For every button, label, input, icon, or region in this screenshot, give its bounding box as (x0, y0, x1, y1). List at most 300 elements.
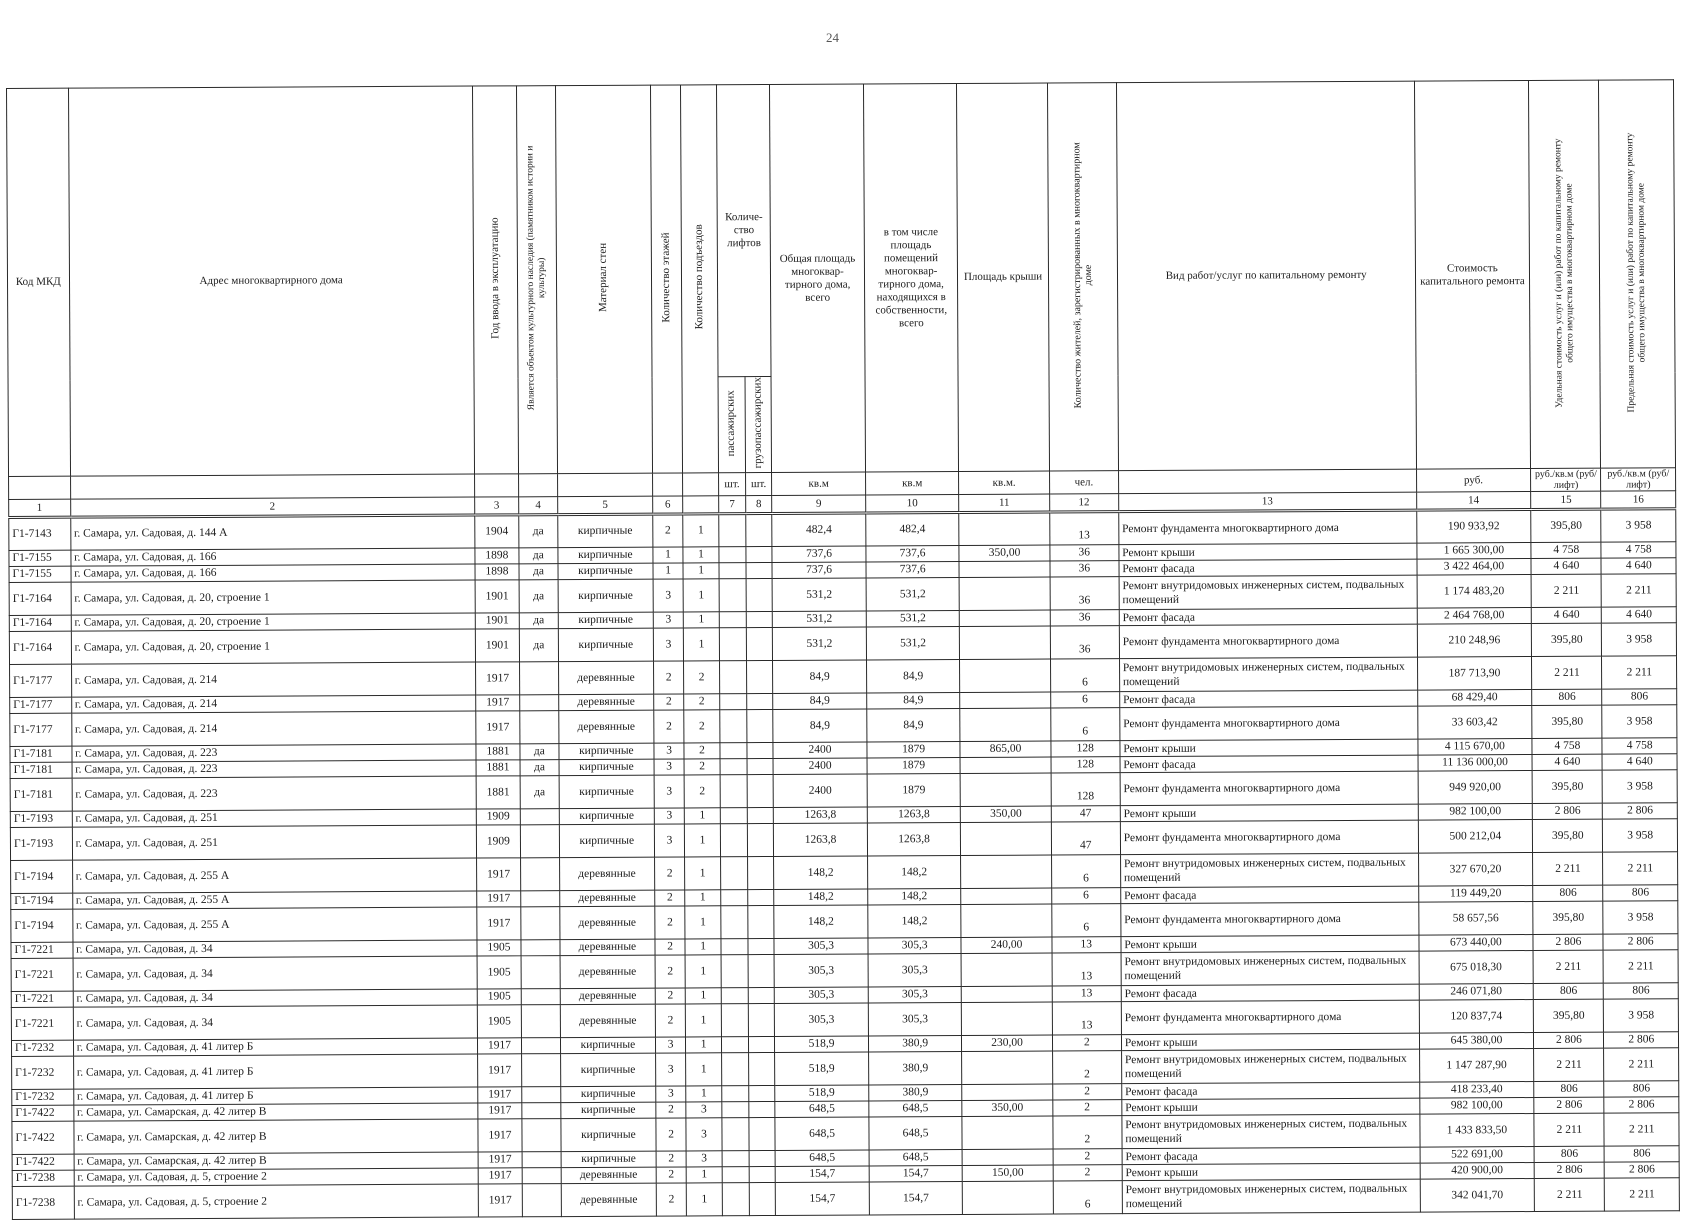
cell-lifts-passenger (719, 628, 746, 661)
cell-floors: 3 (654, 808, 684, 824)
cell-unit-cost: 806 (1533, 885, 1603, 901)
cell-year: 1917 (477, 1054, 522, 1087)
cell-heritage (521, 825, 559, 858)
cell-year: 1901 (475, 580, 520, 613)
cell-work: Ремонт фасада (1119, 559, 1417, 577)
cell-work: Ремонт крыши (1121, 1033, 1419, 1051)
header-heritage: Является объектом культурного наследия (памятником истории и культуры) (517, 86, 557, 475)
cell-address: г. Самара, ул. Садовая, д. 255 А (72, 858, 476, 893)
cell-work: Ремонт фундамента многоквартирного дома (1119, 624, 1417, 659)
cell-lifts-passenger (719, 579, 746, 612)
cell-year: 1917 (476, 891, 521, 907)
cell-owned-area: 482,4 (866, 513, 960, 546)
cell-floors: 1 (653, 547, 683, 563)
cell-roof-area (962, 1051, 1053, 1084)
cell-code: Г1-7177 (10, 713, 72, 746)
cell-lifts-cargo (746, 661, 773, 694)
cell-code: Г1-7194 (11, 893, 73, 909)
cell-wall: кирпичные (558, 612, 654, 629)
cell-unit-cost: 395,80 (1532, 623, 1602, 656)
cell-owned-area: 531,2 (866, 627, 960, 660)
cell-owned-area: 737,6 (866, 546, 960, 562)
cell-address: г. Самара, ул. Садовая, д. 5, строение 2 (74, 1168, 478, 1186)
cell-heritage (522, 1087, 560, 1103)
cell-roof-area: 350,00 (959, 545, 1049, 561)
column-number: 15 (1531, 491, 1601, 509)
cell-code: Г1-7181 (10, 746, 72, 762)
cell-roof-area: 150,00 (963, 1165, 1053, 1181)
cell-floors: 2 (656, 1167, 686, 1183)
column-number: 6 (653, 496, 683, 514)
cell-code: Г1-7181 (10, 778, 72, 811)
cell-owned-area: 154,7 (869, 1166, 963, 1182)
cell-lifts-cargo (748, 1053, 775, 1086)
header-lifts-passenger: пассажирских (718, 377, 745, 473)
cell-floors: 2 (653, 514, 683, 547)
cell-year: 1909 (476, 825, 521, 858)
cell-entrances: 1 (685, 890, 721, 906)
cell-total-area: 2400 (773, 742, 867, 758)
cell-entrances: 1 (685, 906, 721, 939)
cell-lifts-cargo (747, 775, 774, 808)
cell-cost: 11 136 000,00 (1418, 755, 1533, 772)
cell-entrances: 1 (685, 939, 721, 955)
cell-entrances: 3 (686, 1102, 722, 1118)
header-max-cost: Предельная стоимость услуг и (или) работ по капитальному ремонту общего имущества в многоквартирном доме (1599, 80, 1676, 469)
cell-code: Г1-7221 (11, 942, 73, 958)
cell-lifts-cargo (747, 906, 774, 939)
cell-work: Ремонт внутридомовых инженерных систем, подвальных помещений (1122, 1114, 1420, 1149)
cell-owned-area: 531,2 (866, 578, 960, 611)
cell-residents: 2 (1053, 1149, 1122, 1165)
cell-lifts-passenger (720, 743, 747, 759)
column-number (683, 496, 719, 514)
cell-lifts-cargo (746, 694, 773, 710)
cell-owned-area: 148,2 (868, 889, 962, 905)
cell-address: г. Самара, ул. Садовая, д. 20, строение 1 (71, 613, 475, 631)
cell-heritage: да (519, 580, 557, 613)
cell-unit-cost: 2 806 (1534, 1032, 1604, 1048)
cell-wall: деревянные (558, 661, 654, 695)
cell-heritage (522, 1038, 560, 1054)
cell-total-area: 648,5 (775, 1101, 869, 1117)
cell-floors: 2 (654, 661, 684, 694)
cell-heritage: да (519, 548, 557, 564)
cell-lifts-passenger (722, 1053, 749, 1086)
cell-year: 1881 (476, 776, 521, 809)
cell-work: Ремонт внутридомовых инженерных систем, подвальных помещений (1121, 1049, 1419, 1084)
cell-lifts-passenger (722, 1118, 749, 1151)
cell-roof-area (961, 855, 1052, 888)
cell-max-cost: 3 958 (1601, 509, 1676, 542)
cell-total-area: 518,9 (775, 1085, 869, 1101)
cell-entrances: 1 (684, 824, 720, 857)
cell-work: Ремонт внутридомовых инженерных систем, подвальных помещений (1119, 575, 1417, 610)
cell-lifts-passenger (721, 906, 748, 939)
cell-max-cost: 3 958 (1603, 819, 1678, 852)
cell-entrances: 1 (683, 547, 719, 563)
cell-year: 1881 (476, 744, 521, 760)
cell-cost: 4 115 670,00 (1417, 739, 1532, 756)
cell-wall: кирпичные (557, 514, 653, 548)
column-number: 16 (1601, 491, 1676, 509)
cell-cost: 645 380,00 (1419, 1033, 1534, 1050)
cell-wall: деревянные (559, 890, 655, 907)
column-number: 7 (719, 496, 746, 514)
cell-floors: 3 (654, 628, 684, 661)
cell-unit-cost: 395,80 (1532, 705, 1602, 738)
cell-owned-area: 154,7 (869, 1182, 963, 1215)
cell-cost: 33 603,42 (1417, 706, 1532, 740)
cell-year: 1905 (477, 1005, 522, 1038)
cell-unit-cost: 4 758 (1532, 738, 1602, 754)
cell-roof-area (959, 512, 1050, 545)
repair-schedule-table (6, 79, 1680, 1220)
cell-heritage: да (519, 564, 557, 580)
cell-heritage (520, 662, 558, 695)
cell-work: Ремонт фасада (1120, 755, 1418, 773)
column-number: 12 (1049, 494, 1118, 512)
cell-roof-area: 240,00 (961, 937, 1051, 953)
cell-total-area: 305,3 (775, 987, 869, 1003)
cell-heritage (521, 858, 559, 891)
cell-lifts-passenger (721, 1004, 748, 1037)
cell-residents: 36 (1050, 545, 1119, 561)
cell-unit-cost: 2 211 (1535, 1178, 1605, 1211)
cell-cost: 1 665 300,00 (1416, 543, 1531, 560)
cell-wall: кирпичные (557, 547, 653, 564)
cell-code: Г1-7238 (12, 1170, 74, 1186)
cell-wall: кирпичные (561, 1151, 657, 1168)
cell-residents: 13 (1049, 512, 1118, 545)
cell-residents: 128 (1051, 741, 1120, 757)
cell-roof-area: 230,00 (962, 1035, 1052, 1051)
cell-floors: 3 (654, 775, 684, 808)
cell-work: Ремонт фундамента многоквартирного дома (1121, 1000, 1419, 1035)
cell-address: г. Самара, ул. Садовая, д. 144 А (70, 515, 474, 550)
cell-roof-area (963, 1181, 1054, 1214)
cell-cost: 210 248,96 (1417, 624, 1532, 658)
column-number: 11 (959, 494, 1049, 512)
cell-code: Г1-7177 (10, 664, 72, 697)
header-entrances: Количество подъездов (680, 85, 718, 473)
cell-floors: 2 (656, 1004, 686, 1037)
table-header (7, 80, 1676, 518)
cell-unit-cost: 4 640 (1532, 607, 1602, 623)
cell-owned-area: 305,3 (868, 987, 962, 1003)
cell-lifts-passenger (722, 1102, 749, 1118)
cell-unit-cost: 2 211 (1534, 1048, 1604, 1081)
cell-total-area: 305,3 (774, 938, 868, 954)
cell-work: Ремонт крыши (1122, 1098, 1420, 1116)
cell-wall: кирпичные (560, 1086, 656, 1103)
cell-cost: 522 691,00 (1420, 1147, 1535, 1164)
header-work: Вид работ/услуг по капитальному ремонту (1116, 81, 1416, 471)
cell-address: г. Самара, ул. Садовая, д. 214 (71, 662, 475, 697)
cell-residents: 13 (1052, 953, 1121, 986)
cell-entrances: 1 (683, 563, 719, 579)
cell-address: г. Самара, ул. Садовая, д. 41 литер Б (73, 1087, 477, 1105)
column-number: 2 (70, 497, 474, 517)
cell-year: 1898 (475, 548, 520, 564)
cell-total-area: 305,3 (774, 954, 868, 987)
cell-cost: 982 100,00 (1418, 804, 1533, 821)
cell-wall: кирпичные (560, 1037, 656, 1054)
cell-max-cost: 2 211 (1603, 852, 1678, 885)
cell-roof-area (960, 757, 1050, 773)
cell-residents: 2 (1053, 1165, 1122, 1181)
cell-work: Ремонт фасада (1121, 984, 1419, 1002)
cell-cost: 420 900,00 (1420, 1163, 1535, 1180)
cell-unit-cost: 2 211 (1531, 574, 1601, 607)
cell-work: Ремонт внутридомовых инженерных систем, подвальных помещений (1121, 951, 1419, 986)
cell-lifts-passenger (720, 824, 747, 857)
cell-heritage: да (520, 613, 558, 629)
cell-year: 1904 (474, 515, 519, 548)
cell-year: 1917 (478, 1119, 523, 1152)
cell-wall: деревянные (558, 694, 654, 711)
cell-residents: 13 (1052, 986, 1121, 1002)
header-unit-cost: Удельная стоимость услуг и (или) работ по капитальному ремонту общего имущества в многоквартирном доме (1529, 80, 1601, 469)
cell-code: Г1-7232 (12, 1089, 74, 1105)
cell-unit-cost: 4 758 (1531, 542, 1601, 558)
cell-address: г. Самара, ул. Садовая, д. 5, строение 2 (74, 1184, 478, 1219)
cell-roof-area (960, 659, 1051, 692)
cell-residents: 6 (1050, 692, 1119, 708)
cell-max-cost: 806 (1605, 1146, 1680, 1162)
cell-address: г. Самара, ул. Садовая, д. 223 (72, 744, 476, 762)
cell-year: 1917 (475, 695, 520, 711)
cell-residents: 2 (1053, 1116, 1122, 1149)
cell-residents: 36 (1050, 561, 1119, 577)
cell-address: г. Самара, ул. Самарская, д. 42 литер В (74, 1152, 478, 1170)
cell-max-cost: 2 211 (1604, 950, 1679, 983)
cell-heritage (520, 695, 558, 711)
cell-unit-cost: 2 806 (1533, 803, 1603, 819)
cell-floors: 2 (655, 939, 685, 955)
cell-code: Г1-7422 (12, 1105, 74, 1121)
cell-unit-cost: 806 (1532, 689, 1602, 705)
cell-code: Г1-7238 (12, 1186, 74, 1219)
cell-floors: 3 (656, 1053, 686, 1086)
cell-code: Г1-7232 (12, 1056, 74, 1089)
cell-owned-area: 84,9 (866, 660, 960, 693)
cell-heritage (522, 1168, 560, 1184)
cell-cost: 673 440,00 (1418, 935, 1533, 952)
cell-entrances: 1 (686, 1086, 722, 1102)
cell-unit-cost: 2 211 (1533, 852, 1603, 885)
cell-owned-area: 1263,8 (867, 807, 961, 823)
cell-code: Г1-7221 (11, 1007, 73, 1040)
cell-work: Ремонт фасада (1119, 608, 1417, 626)
cell-roof-area (960, 610, 1050, 626)
cell-code: Г1-7164 (9, 631, 71, 664)
cell-roof-area (959, 577, 1050, 610)
cell-max-cost: 2 211 (1604, 1113, 1679, 1146)
cell-lifts-cargo (749, 1118, 776, 1151)
cell-owned-area: 1879 (867, 758, 961, 774)
cell-residents: 6 (1053, 1181, 1122, 1214)
cell-residents: 13 (1052, 1002, 1121, 1035)
cell-cost: 190 933,92 (1416, 510, 1531, 544)
cell-unit-cost: 395,80 (1532, 770, 1602, 803)
cell-floors: 3 (653, 612, 683, 628)
cell-wall: кирпичные (559, 808, 655, 825)
cell-address: г. Самара, ул. Самарская, д. 42 литер В (74, 1119, 478, 1154)
cell-wall: кирпичные (558, 743, 654, 760)
header-cost: Стоимость капитального ремонта (1414, 81, 1531, 470)
cell-wall: кирпичные (560, 1053, 656, 1087)
cell-address: г. Самара, ул. Садовая, д. 166 (71, 548, 475, 566)
cell-code: Г1-7422 (12, 1121, 74, 1154)
cell-lifts-cargo (747, 743, 774, 759)
cell-max-cost: 3 958 (1603, 901, 1678, 934)
cell-owned-area: 148,2 (867, 856, 961, 889)
cell-entrances: 1 (683, 579, 719, 612)
cell-address: г. Самара, ул. Садовая, д. 255 А (72, 907, 476, 942)
cell-entrances: 1 (686, 1053, 722, 1086)
cell-floors: 3 (656, 1037, 686, 1053)
cell-lifts-cargo (749, 1183, 776, 1216)
cell-lifts-passenger (719, 514, 746, 547)
cell-roof-area (962, 1084, 1052, 1100)
cell-heritage: да (520, 744, 558, 760)
cell-heritage: да (520, 776, 558, 809)
unit-residents: чел. (1049, 471, 1118, 494)
cell-owned-area: 84,9 (867, 693, 961, 709)
cell-lifts-passenger (720, 808, 747, 824)
cell-owned-area: 648,5 (869, 1117, 963, 1150)
column-number: 13 (1118, 492, 1416, 512)
cell-wall: деревянные (561, 1183, 657, 1217)
cell-code: Г1-7143 (9, 517, 71, 550)
cell-max-cost: 2 806 (1605, 1162, 1680, 1178)
cell-code: Г1-7221 (11, 991, 73, 1007)
cell-residents: 6 (1051, 708, 1120, 741)
cell-max-cost: 2 211 (1604, 1048, 1679, 1081)
cell-floors: 2 (655, 955, 685, 988)
cell-heritage (521, 956, 559, 989)
cell-total-area: 2400 (773, 774, 867, 807)
cell-heritage (522, 1054, 560, 1087)
cell-code: Г1-7194 (11, 909, 73, 942)
cell-max-cost: 2 806 (1604, 1097, 1679, 1113)
cell-work: Ремонт фасада (1122, 1147, 1420, 1165)
cell-wall: деревянные (560, 1004, 656, 1038)
cell-total-area: 531,2 (773, 627, 867, 660)
header-address: Адрес многоквартирного дома (68, 86, 474, 476)
cell-total-area: 154,7 (775, 1166, 869, 1182)
column-number: 4 (519, 497, 557, 515)
cell-lifts-cargo (746, 563, 773, 579)
cell-wall: деревянные (559, 857, 655, 891)
cell-address: г. Самара, ул. Садовая, д. 251 (72, 809, 476, 827)
cell-year: 1917 (475, 662, 520, 695)
cell-max-cost: 4 758 (1601, 542, 1676, 558)
column-number: 1 (9, 499, 71, 517)
cell-code: Г1-7177 (10, 697, 72, 713)
cell-residents: 6 (1050, 659, 1119, 692)
cell-roof-area: 865,00 (960, 741, 1050, 757)
cell-wall: деревянные (559, 906, 655, 940)
cell-entrances: 2 (684, 759, 720, 775)
cell-lifts-passenger (719, 563, 746, 579)
cell-floors: 2 (656, 1102, 686, 1118)
cell-address: г. Самара, ул. Самарская, д. 42 литер В (73, 1103, 477, 1121)
cell-roof-area: 350,00 (961, 806, 1051, 822)
cell-total-area: 148,2 (774, 856, 868, 889)
cell-work: Ремонт внутридомовых инженерных систем, подвальных помещений (1119, 657, 1417, 692)
unit-lifts-cargo: шт. (745, 473, 772, 496)
cell-heritage (521, 891, 559, 907)
cell-unit-cost: 2 806 (1534, 1162, 1604, 1178)
header-total-area: Общая площадь многоквар-тирного дома, всего (770, 84, 866, 473)
cell-unit-cost: 395,80 (1531, 509, 1601, 542)
cell-total-area: 737,6 (772, 562, 866, 578)
cell-unit-cost: 2 806 (1533, 934, 1603, 950)
cell-lifts-cargo (746, 710, 773, 743)
cell-entrances: 2 (684, 775, 720, 808)
cell-lifts-passenger (721, 890, 748, 906)
cell-floors: 2 (654, 710, 684, 743)
cell-total-area: 2400 (773, 758, 867, 774)
cell-max-cost: 806 (1604, 983, 1679, 999)
cell-wall: кирпичные (558, 563, 654, 580)
unit-roof-area: кв.м. (959, 471, 1049, 494)
cell-lifts-passenger (722, 1086, 749, 1102)
cell-lifts-cargo (748, 939, 775, 955)
cell-entrances: 3 (686, 1151, 722, 1167)
cell-lifts-cargo (746, 547, 773, 563)
cell-max-cost: 806 (1602, 689, 1677, 705)
cell-roof-area (959, 561, 1049, 577)
cell-lifts-cargo (747, 759, 774, 775)
cell-wall: кирпичные (560, 1102, 656, 1119)
cell-floors: 2 (656, 1151, 686, 1167)
cell-owned-area: 1263,8 (867, 823, 961, 856)
cell-heritage (521, 907, 559, 940)
cell-wall: деревянные (558, 710, 654, 744)
column-number: 10 (865, 495, 959, 513)
cell-lifts-cargo (748, 1037, 775, 1053)
cell-entrances: 1 (685, 988, 721, 1004)
cell-lifts-cargo (748, 988, 775, 1004)
cell-total-area: 84,9 (773, 709, 867, 742)
cell-max-cost: 3 958 (1602, 623, 1677, 656)
cell-owned-area: 737,6 (866, 562, 960, 578)
cell-year: 1909 (476, 809, 521, 825)
cell-cost: 120 837,74 (1419, 1000, 1534, 1034)
header-wall: Материал стен (555, 85, 653, 474)
cell-entrances: 1 (686, 1167, 722, 1183)
cell-entrances: 1 (683, 514, 719, 547)
cell-roof-area (961, 953, 1052, 986)
cell-address: г. Самара, ул. Садовая, д. 214 (71, 711, 475, 746)
cell-work: Ремонт фундамента многоквартирного дома (1120, 706, 1418, 741)
cell-owned-area: 84,9 (867, 709, 961, 742)
cell-code: Г1-7193 (10, 811, 72, 827)
cell-residents: 128 (1051, 773, 1120, 806)
cell-address: г. Самара, ул. Садовая, д. 41 литер Б (73, 1054, 477, 1089)
cell-cost: 418 233,40 (1419, 1082, 1534, 1099)
cell-code: Г1-7193 (10, 827, 72, 860)
cell-unit-cost: 4 640 (1531, 558, 1601, 574)
cell-work: Ремонт крыши (1120, 739, 1418, 757)
cell-year: 1917 (475, 711, 520, 744)
cell-year: 1917 (478, 1184, 523, 1217)
cell-unit-cost: 2 211 (1534, 1113, 1604, 1146)
cell-heritage (521, 940, 559, 956)
